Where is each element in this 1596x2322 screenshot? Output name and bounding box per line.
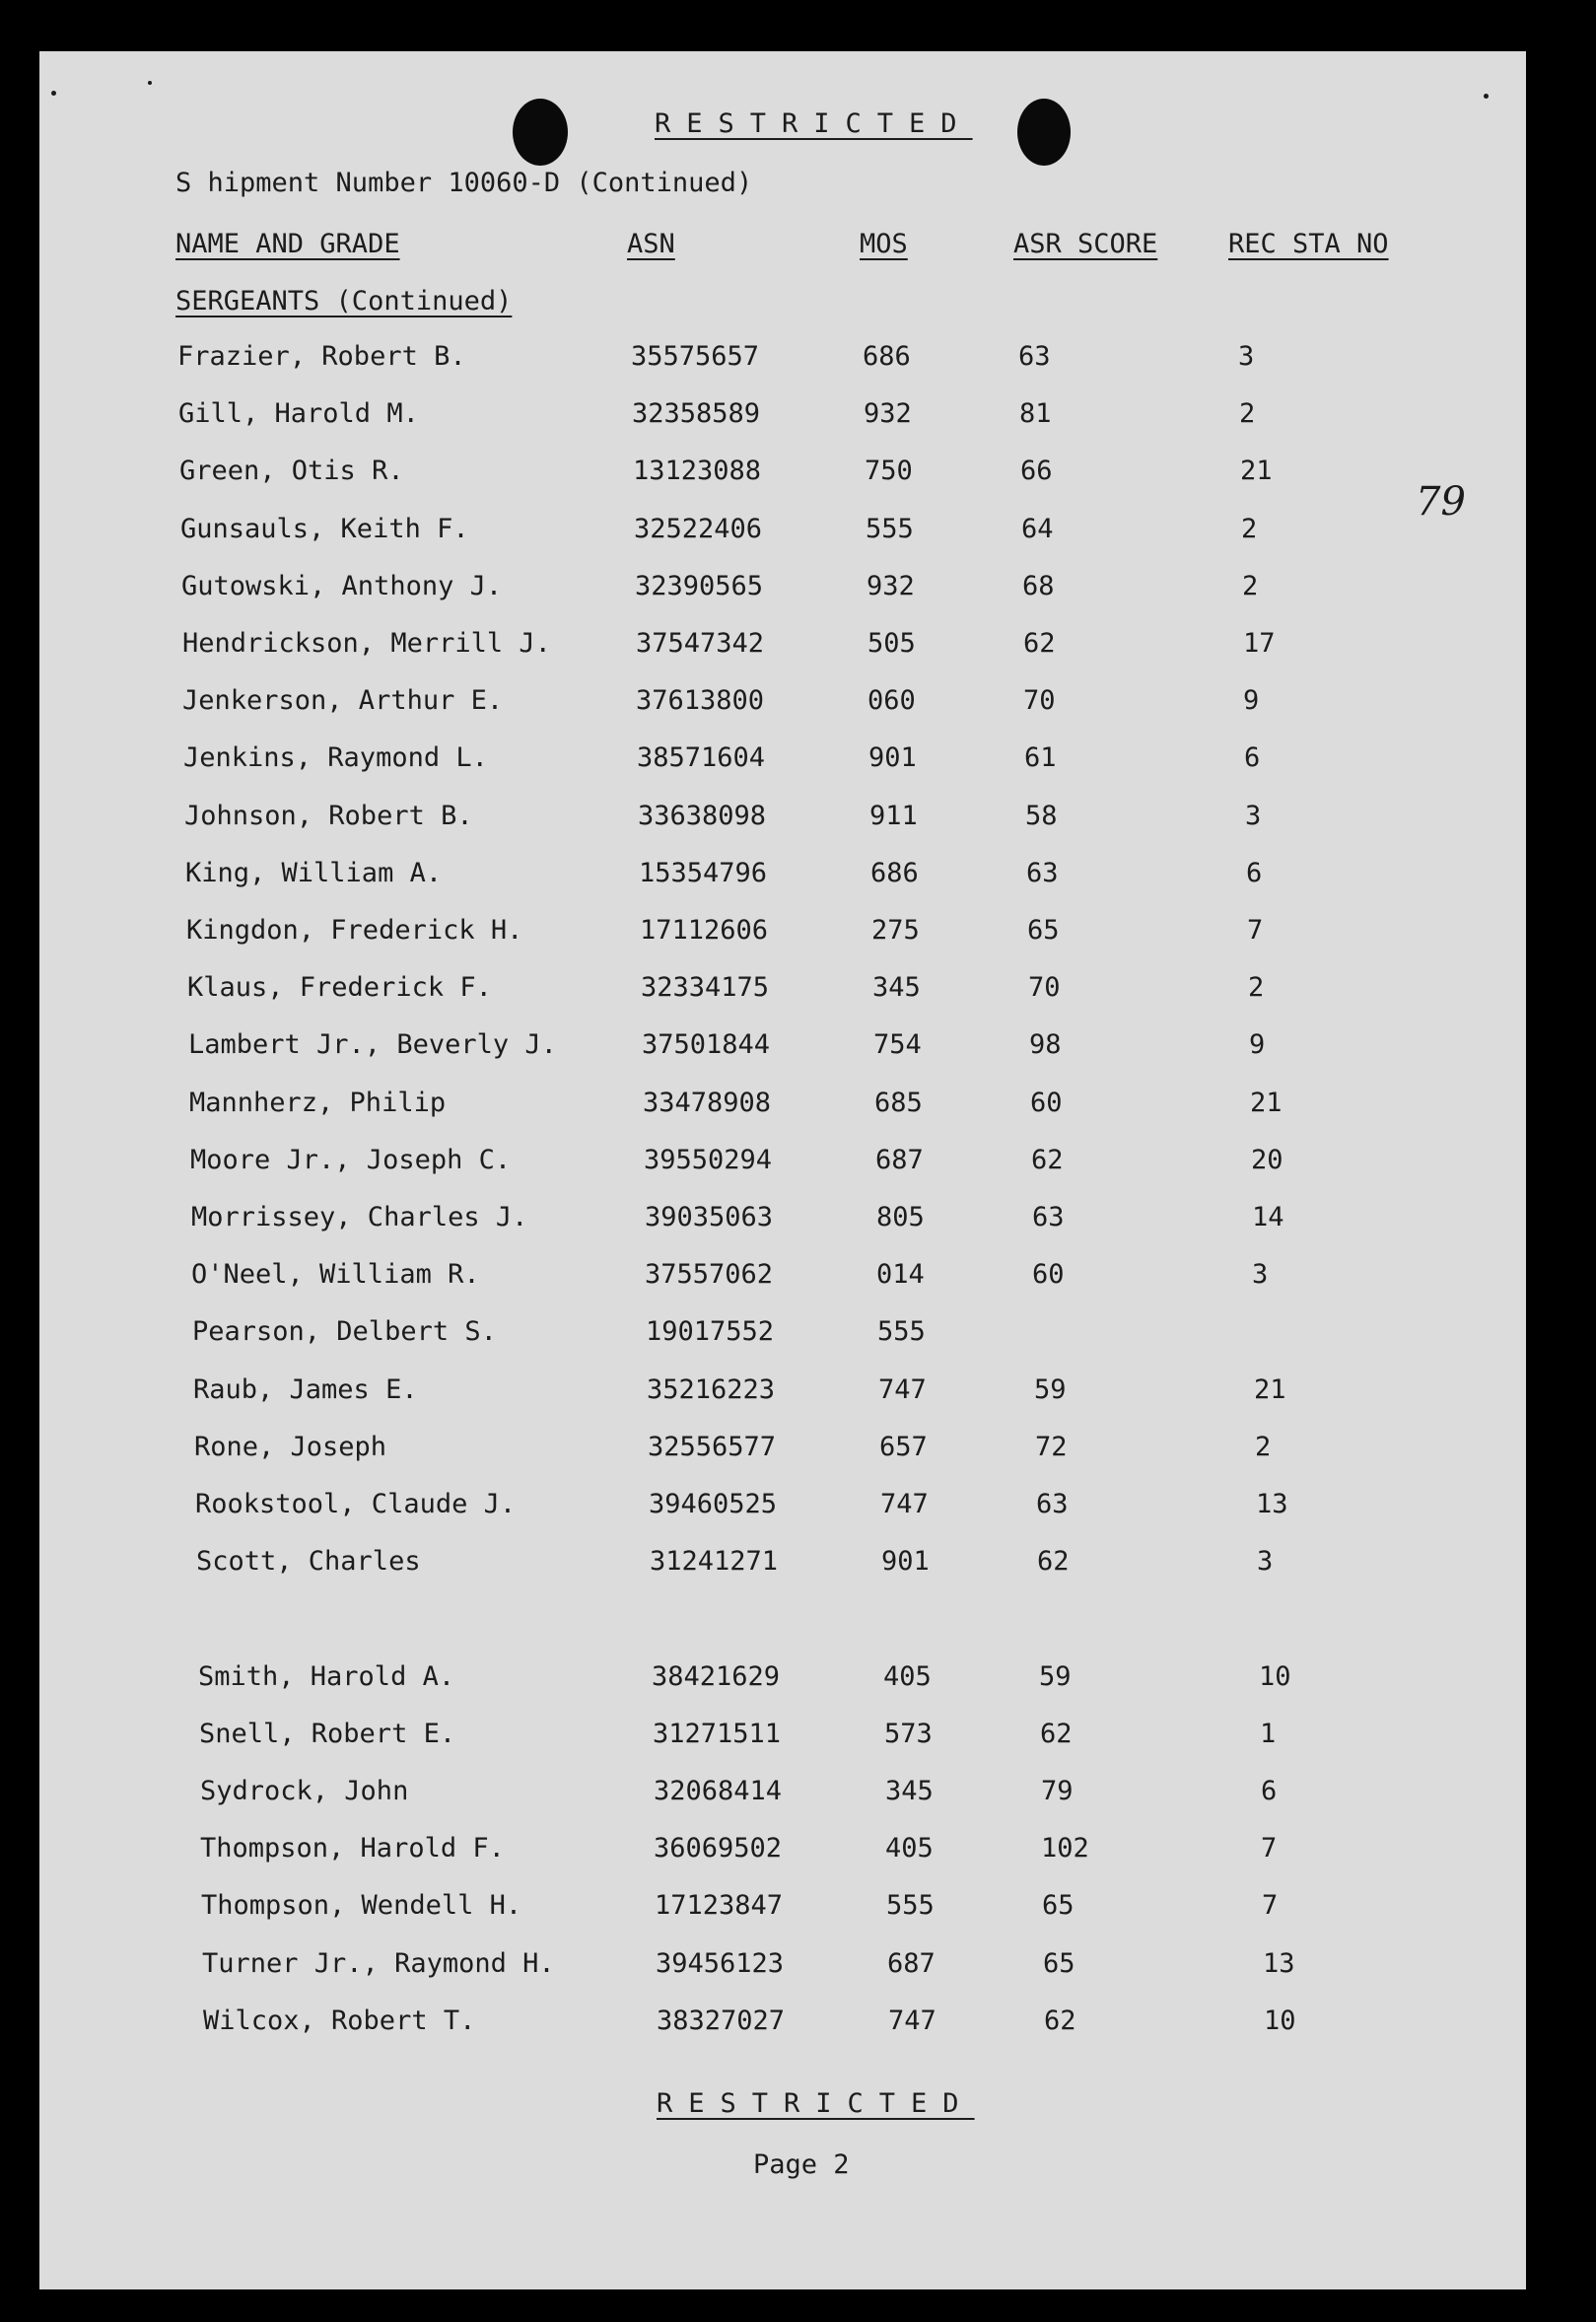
table-row — [53, 1202, 1526, 1241]
cell-rec: 1 — [1260, 1718, 1277, 1749]
cell-asn: 38571604 — [637, 742, 766, 774]
cell-name: Kingdon, Frederick H. — [186, 915, 523, 946]
cell-name: Pearson, Delbert S. — [192, 1316, 497, 1348]
cell-mos: 747 — [888, 2005, 937, 2036]
cell-name: Rookstool, Claude J. — [195, 1489, 517, 1519]
cell-name: Wilcox, Robert T. — [203, 2005, 476, 2036]
cell-asn: 37613800 — [636, 685, 765, 717]
cell-name: Thompson, Harold F. — [200, 1833, 505, 1865]
cell-name: Gutowski, Anthony J. — [181, 570, 503, 601]
cell-rec: 10 — [1264, 2005, 1296, 2036]
table-row — [50, 1029, 1526, 1069]
column-header-name: NAME AND GRADE — [175, 229, 400, 259]
cell-name: Morrissey, Charles J. — [191, 1202, 528, 1232]
cell-name: Sydrock, John — [200, 1776, 409, 1806]
table-row — [64, 1948, 1526, 1988]
cell-rec: 3 — [1252, 1259, 1269, 1291]
cell-mos: 901 — [868, 742, 917, 774]
cell-mos: 405 — [885, 1833, 934, 1865]
cell-name: Raub, James E. — [193, 1373, 418, 1405]
cell-name: Smith, Harold A. — [198, 1660, 455, 1692]
cell-name: Snell, Robert E. — [199, 1718, 456, 1749]
cell-mos: 747 — [878, 1373, 927, 1405]
table-row — [63, 1890, 1526, 1930]
cell-asr: 61 — [1024, 742, 1057, 774]
cell-rec: 2 — [1255, 1431, 1272, 1462]
cell-name: Mannherz, Philip — [189, 1087, 447, 1118]
cell-asr: 68 — [1022, 570, 1055, 601]
cell-mos: 555 — [886, 1890, 935, 1922]
cell-mos: 687 — [887, 1947, 936, 1979]
table-row — [54, 1316, 1526, 1356]
cell-name: Klaus, Frederick F. — [187, 972, 492, 1004]
margin-page-number: 79 — [1416, 479, 1466, 525]
cell-mos: 805 — [876, 1202, 925, 1232]
cell-mos: 686 — [870, 857, 919, 888]
cell-mos: 686 — [863, 341, 911, 372]
cell-asn: 35216223 — [647, 1373, 776, 1405]
cell-name: O'Neel, William R. — [191, 1259, 480, 1291]
cell-asr: 59 — [1039, 1660, 1072, 1692]
cell-asr: 62 — [1031, 1144, 1064, 1175]
cell-asr: 63 — [1018, 341, 1051, 372]
cell-asn: 13123088 — [633, 456, 762, 487]
cell-asr: 58 — [1025, 800, 1058, 831]
cell-rec: 13 — [1263, 1947, 1295, 1979]
cell-asn: 38327027 — [657, 2005, 786, 2036]
table-row — [52, 1145, 1526, 1184]
table-row — [44, 685, 1526, 725]
table-row — [51, 1088, 1526, 1127]
cell-asn: 19017552 — [646, 1316, 775, 1348]
document-page — [39, 51, 1526, 2289]
cell-mos: 901 — [881, 1546, 930, 1578]
shipment-title: S hipment Number 10060-D (Continued) — [175, 168, 753, 198]
cell-rec: 3 — [1238, 341, 1255, 372]
table-row — [61, 1719, 1526, 1758]
cell-asn: 35575657 — [631, 341, 760, 372]
cell-mos: 555 — [866, 513, 914, 544]
table-row — [55, 1374, 1526, 1414]
cell-mos: 750 — [865, 456, 913, 487]
cell-asr: 62 — [1037, 1546, 1070, 1578]
cell-mos: 685 — [874, 1087, 923, 1118]
cell-name: Scott, Charles — [196, 1546, 421, 1578]
cell-rec: 14 — [1252, 1202, 1284, 1232]
table-row — [40, 398, 1526, 438]
cell-asr: 102 — [1041, 1833, 1089, 1865]
cell-name: King, William A. — [185, 857, 443, 888]
cell-asn: 17123847 — [655, 1890, 784, 1922]
cell-mos: 275 — [871, 915, 920, 946]
cell-asr: 65 — [1027, 915, 1060, 946]
table-row — [53, 1259, 1526, 1299]
cell-mos: 405 — [883, 1660, 932, 1692]
cell-asn: 15354796 — [639, 857, 768, 888]
cell-mos: 932 — [867, 570, 915, 601]
cell-name: Gill, Harold M. — [178, 398, 419, 430]
cell-asn: 32556577 — [648, 1431, 777, 1462]
cell-asr: 63 — [1032, 1202, 1065, 1232]
cell-rec: 9 — [1243, 685, 1260, 717]
cell-name: Gunsauls, Keith F. — [180, 513, 469, 544]
cell-asn: 32334175 — [641, 972, 770, 1004]
cell-asr: 63 — [1026, 857, 1059, 888]
restricted-footer: RESTRICTED — [657, 2088, 975, 2119]
table-row — [62, 1776, 1526, 1815]
cell-asr: 64 — [1021, 513, 1054, 544]
cell-rec: 7 — [1262, 1890, 1279, 1922]
table-row — [57, 1489, 1526, 1528]
table-row — [60, 1661, 1526, 1701]
cell-name: Turner Jr., Raymond H. — [202, 1947, 555, 1979]
table-row — [56, 1432, 1526, 1471]
cell-name: Rone, Joseph — [194, 1431, 387, 1462]
cell-asn: 33638098 — [638, 800, 767, 831]
cell-name: Lambert Jr., Beverly J. — [188, 1029, 557, 1061]
cell-rec: 3 — [1257, 1546, 1274, 1578]
cell-asn: 38421629 — [652, 1660, 781, 1692]
page-label: Page 2 — [753, 2149, 850, 2180]
cell-asr: 72 — [1035, 1431, 1068, 1462]
cell-mos: 345 — [872, 972, 921, 1004]
column-header-mos: MOS — [860, 229, 908, 259]
cell-mos: 911 — [869, 800, 918, 831]
cell-rec: 2 — [1248, 972, 1265, 1004]
cell-asr: 65 — [1043, 1947, 1076, 1979]
section-label: SERGEANTS (Continued) — [175, 286, 513, 317]
table-row — [65, 2005, 1526, 2045]
cell-rec: 2 — [1241, 513, 1258, 544]
table-row — [41, 456, 1526, 495]
cell-name: Hendrickson, Merrill J. — [182, 628, 551, 659]
cell-asr: 70 — [1023, 685, 1056, 717]
cell-mos: 060 — [867, 685, 916, 717]
cell-asr: 62 — [1044, 2005, 1076, 2036]
table-row — [43, 571, 1526, 610]
cell-mos: 014 — [876, 1259, 925, 1291]
table-row — [48, 915, 1526, 954]
scan-speck — [148, 81, 152, 85]
cell-asr: 66 — [1020, 456, 1053, 487]
cell-rec: 21 — [1240, 456, 1273, 487]
cell-mos: 932 — [864, 398, 912, 430]
table-row — [47, 858, 1526, 897]
cell-asr: 79 — [1041, 1776, 1074, 1806]
cell-rec: 21 — [1254, 1373, 1286, 1405]
scan-speck — [1484, 94, 1489, 99]
cell-asn: 31271511 — [653, 1718, 782, 1749]
cell-mos: 555 — [877, 1316, 926, 1348]
punch-hole-right — [1017, 99, 1071, 166]
cell-rec: 13 — [1256, 1489, 1288, 1519]
table-row — [49, 972, 1526, 1012]
cell-asr: 98 — [1029, 1029, 1062, 1061]
cell-asr: 65 — [1042, 1890, 1075, 1922]
cell-rec: 21 — [1250, 1087, 1283, 1118]
cell-asr: 62 — [1040, 1718, 1073, 1749]
cell-rec: 10 — [1259, 1660, 1291, 1692]
cell-rec: 9 — [1249, 1029, 1266, 1061]
table-row — [44, 628, 1526, 668]
table-row — [46, 801, 1526, 840]
cell-asn: 17112606 — [640, 915, 769, 946]
cell-asn: 31241271 — [650, 1546, 779, 1578]
cell-rec: 6 — [1246, 857, 1263, 888]
cell-asn: 32390565 — [635, 570, 764, 601]
cell-name: Thompson, Wendell H. — [201, 1890, 522, 1922]
cell-asr: 60 — [1032, 1259, 1065, 1291]
cell-rec: 7 — [1247, 915, 1264, 946]
cell-rec: 17 — [1243, 628, 1276, 659]
cell-asr: 70 — [1028, 972, 1061, 1004]
cell-rec: 20 — [1251, 1144, 1284, 1175]
cell-name: Frazier, Robert B. — [177, 341, 466, 372]
table-row — [42, 514, 1526, 553]
cell-asn: 39035063 — [645, 1202, 774, 1232]
cell-rec: 6 — [1261, 1776, 1278, 1806]
cell-asr: 60 — [1030, 1087, 1063, 1118]
column-header-asr: ASR SCORE — [1013, 229, 1158, 259]
scan-speck — [51, 91, 56, 96]
cell-asr: 63 — [1036, 1489, 1069, 1519]
cell-name: Green, Otis R. — [179, 456, 404, 487]
cell-mos: 505 — [867, 628, 916, 659]
cell-name: Jenkins, Raymond L. — [183, 742, 488, 774]
cell-asn: 39456123 — [656, 1947, 785, 1979]
punch-hole-left — [513, 99, 568, 166]
cell-asn: 32068414 — [654, 1776, 783, 1806]
cell-asr: 59 — [1034, 1373, 1067, 1405]
cell-rec: 6 — [1244, 742, 1261, 774]
cell-name: Johnson, Robert B. — [184, 800, 473, 831]
cell-rec: 2 — [1242, 570, 1259, 601]
cell-asr: 62 — [1023, 628, 1056, 659]
cell-mos: 687 — [875, 1144, 924, 1175]
cell-asn: 33478908 — [643, 1087, 772, 1118]
column-header-rec: REC STA NO — [1228, 229, 1389, 259]
cell-asn: 39460525 — [649, 1489, 778, 1519]
cell-asn: 37557062 — [645, 1259, 774, 1291]
cell-rec: 7 — [1261, 1833, 1278, 1865]
cell-asr: 81 — [1019, 398, 1052, 430]
table-row — [39, 341, 1526, 381]
cell-asn: 37547342 — [636, 628, 765, 659]
cell-mos: 345 — [885, 1776, 934, 1806]
cell-mos: 573 — [884, 1718, 933, 1749]
cell-asn: 36069502 — [654, 1833, 783, 1865]
table-row — [59, 1603, 1526, 1643]
cell-rec: 2 — [1239, 398, 1256, 430]
restricted-header: RESTRICTED — [655, 108, 973, 139]
cell-asn: 32358589 — [632, 398, 761, 430]
cell-name: Jenkerson, Arthur E. — [182, 685, 504, 717]
cell-mos: 747 — [880, 1489, 929, 1519]
cell-asn: 37501844 — [642, 1029, 771, 1061]
cell-rec: 3 — [1245, 800, 1262, 831]
table-row — [58, 1546, 1526, 1585]
cell-asn: 32522406 — [634, 513, 763, 544]
cell-mos: 657 — [879, 1431, 928, 1462]
cell-name: Moore Jr., Joseph C. — [190, 1144, 512, 1175]
cell-asn: 39550294 — [644, 1144, 773, 1175]
table-row — [62, 1833, 1526, 1872]
column-header-asn: ASN — [627, 229, 675, 259]
table-row — [45, 742, 1526, 782]
cell-mos: 754 — [873, 1029, 922, 1061]
